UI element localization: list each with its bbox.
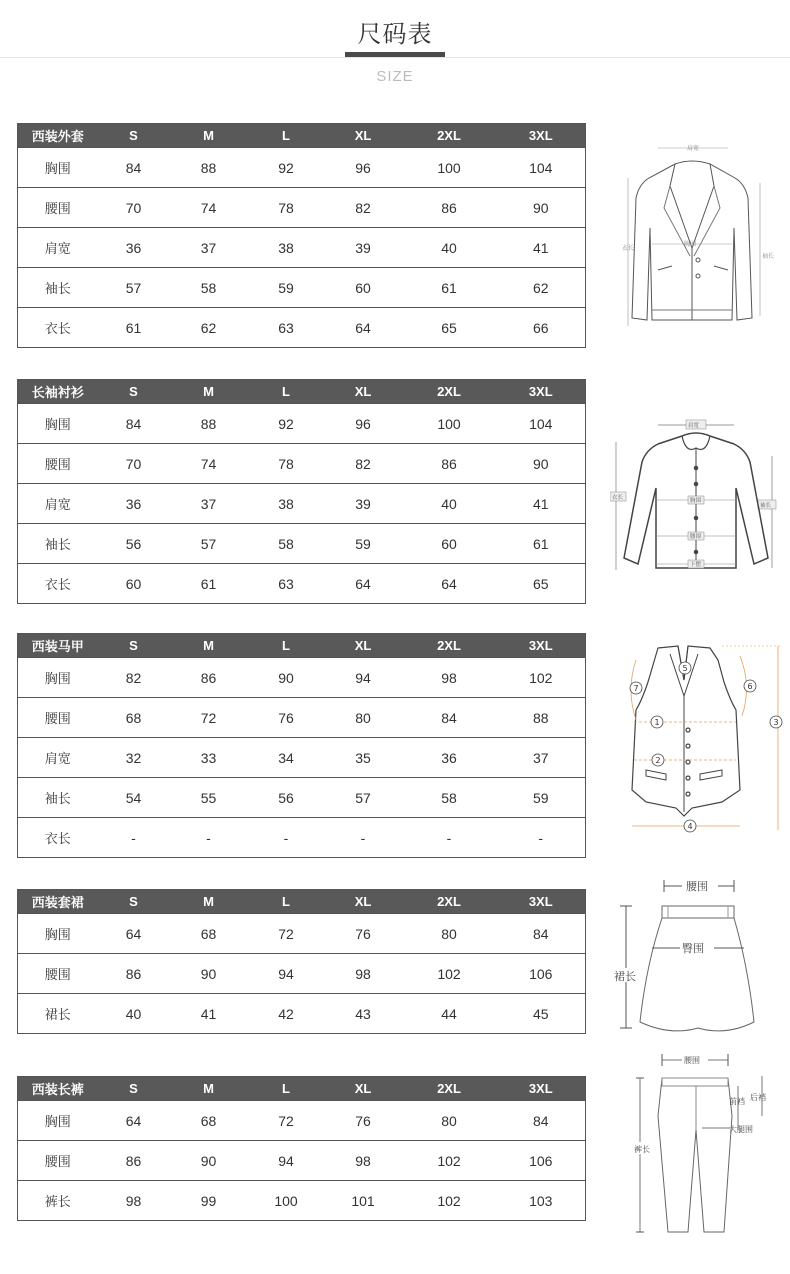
- table-row: [18, 954, 586, 994]
- table-name: 西装马甲: [18, 634, 98, 658]
- cell-value: 34: [248, 738, 325, 778]
- size-table-vest: [17, 633, 586, 858]
- size-header: XL: [325, 124, 402, 148]
- cell-value: 65: [497, 564, 586, 604]
- cell-value: 64: [98, 1101, 170, 1141]
- jacket-label-chest: 胸围: [684, 241, 697, 248]
- size-header: 2XL: [402, 1077, 497, 1101]
- vest-illustration: [622, 640, 790, 845]
- cell-value: 55: [170, 778, 248, 818]
- cell-value: 57: [325, 778, 402, 818]
- cell-value: 106: [497, 954, 586, 994]
- vest-marker-5: 5: [682, 664, 688, 673]
- cell-value: 64: [325, 564, 402, 604]
- table-row: [18, 268, 586, 308]
- size-header: M: [170, 634, 248, 658]
- cell-value: 92: [248, 404, 325, 444]
- cell-value: 56: [98, 524, 170, 564]
- cell-value: 92: [248, 148, 325, 188]
- cell-value: 84: [98, 148, 170, 188]
- cell-value: 94: [248, 954, 325, 994]
- size-header: XL: [325, 634, 402, 658]
- cell-value: 82: [325, 188, 402, 228]
- cell-value: 63: [248, 564, 325, 604]
- cell-value: 63: [248, 308, 325, 348]
- table-name: 西装套裙: [18, 890, 98, 914]
- table-row: [18, 524, 586, 564]
- cell-value: 61: [98, 308, 170, 348]
- size-header: L: [248, 1077, 325, 1101]
- cell-value: 37: [497, 738, 586, 778]
- cell-value: 78: [248, 188, 325, 228]
- cell-value: 80: [402, 1101, 497, 1141]
- cell-value: 62: [497, 268, 586, 308]
- table-row: [18, 188, 586, 228]
- size-header: 2XL: [402, 124, 497, 148]
- cell-value: 98: [325, 954, 402, 994]
- size-header: XL: [325, 890, 402, 914]
- table-row: [18, 778, 586, 818]
- cell-value: 86: [402, 188, 497, 228]
- skirt-illustration: [610, 876, 760, 1036]
- size-header: S: [98, 1077, 170, 1101]
- cell-value: 84: [497, 1101, 586, 1141]
- cell-value: 96: [325, 148, 402, 188]
- cell-value: 36: [98, 484, 170, 524]
- cell-value: -: [170, 818, 248, 858]
- shirt-label-chest: 胸围: [690, 498, 702, 504]
- pants-label-length: 裤长: [634, 1145, 650, 1154]
- table-header-row: [18, 124, 586, 148]
- cell-value: 40: [402, 484, 497, 524]
- table-row: [18, 994, 586, 1034]
- table-row: [18, 444, 586, 484]
- cell-value: 102: [402, 954, 497, 994]
- size-header: 3XL: [497, 1077, 586, 1101]
- size-header: 3XL: [497, 124, 586, 148]
- cell-value: -: [325, 818, 402, 858]
- cell-value: 90: [170, 954, 248, 994]
- size-header: M: [170, 124, 248, 148]
- cell-value: 70: [98, 188, 170, 228]
- table-row: [18, 404, 586, 444]
- skirt-label-length: 裙长: [614, 970, 636, 983]
- vest-marker-6: 6: [747, 682, 753, 691]
- cell-value: 88: [497, 698, 586, 738]
- cell-value: 76: [248, 698, 325, 738]
- cell-value: 57: [98, 268, 170, 308]
- row-label: 袖长: [18, 268, 98, 308]
- cell-value: 57: [170, 524, 248, 564]
- row-label: 腰围: [18, 444, 98, 484]
- cell-value: 82: [98, 658, 170, 698]
- cell-value: 58: [170, 268, 248, 308]
- row-label: 胸围: [18, 658, 98, 698]
- table-name: 长袖衬衫: [18, 380, 98, 404]
- cell-value: -: [402, 818, 497, 858]
- cell-value: 76: [325, 1101, 402, 1141]
- row-label: 裤长: [18, 1181, 98, 1221]
- cell-value: 40: [98, 994, 170, 1034]
- cell-value: 59: [325, 524, 402, 564]
- cell-value: 96: [325, 404, 402, 444]
- size-header: S: [98, 380, 170, 404]
- cell-value: 65: [402, 308, 497, 348]
- cell-value: 80: [325, 698, 402, 738]
- cell-value: 68: [170, 1101, 248, 1141]
- cell-value: 41: [497, 228, 586, 268]
- size-header: XL: [325, 1077, 402, 1101]
- row-label: 肩宽: [18, 738, 98, 778]
- pants-label-front-rise: 前裆: [729, 1097, 745, 1106]
- size-header: S: [98, 890, 170, 914]
- cell-value: 106: [497, 1141, 586, 1181]
- row-label: 肩宽: [18, 484, 98, 524]
- cell-value: 70: [98, 444, 170, 484]
- cell-value: 37: [170, 484, 248, 524]
- table-row: [18, 564, 586, 604]
- size-header: XL: [325, 380, 402, 404]
- cell-value: 66: [497, 308, 586, 348]
- size-header: L: [248, 890, 325, 914]
- vest-marker-3: 3: [773, 718, 779, 727]
- cell-value: 90: [248, 658, 325, 698]
- cell-value: 60: [98, 564, 170, 604]
- cell-value: 62: [170, 308, 248, 348]
- cell-value: 60: [325, 268, 402, 308]
- cell-value: 98: [325, 1141, 402, 1181]
- size-header: S: [98, 634, 170, 658]
- cell-value: 98: [98, 1181, 170, 1221]
- cell-value: 60: [402, 524, 497, 564]
- cell-value: 82: [325, 444, 402, 484]
- table-row: [18, 914, 586, 954]
- cell-value: -: [497, 818, 586, 858]
- table-row: [18, 738, 586, 778]
- row-label: 衣长: [18, 308, 98, 348]
- row-label: 裙长: [18, 994, 98, 1034]
- vest-marker-1: 1: [654, 718, 660, 727]
- cell-value: 64: [325, 308, 402, 348]
- row-label: 肩宽: [18, 228, 98, 268]
- row-label: 胸围: [18, 914, 98, 954]
- shirt-label-hem: 下摆: [690, 562, 702, 568]
- cell-value: 84: [98, 404, 170, 444]
- cell-value: 99: [170, 1181, 248, 1221]
- row-label: 衣长: [18, 564, 98, 604]
- cell-value: 37: [170, 228, 248, 268]
- cell-value: 86: [98, 1141, 170, 1181]
- jacket-label-length: 衣长: [622, 245, 635, 252]
- cell-value: 61: [170, 564, 248, 604]
- table-header-row: [18, 634, 586, 658]
- cell-value: 90: [497, 444, 586, 484]
- cell-value: 38: [248, 484, 325, 524]
- cell-value: 90: [497, 188, 586, 228]
- cell-value: 102: [497, 658, 586, 698]
- jacket-label-shoulder: 肩宽: [687, 145, 700, 152]
- cell-value: 64: [402, 564, 497, 604]
- cell-value: 39: [325, 484, 402, 524]
- vest-marker-7: 7: [633, 684, 639, 693]
- size-header: 3XL: [497, 634, 586, 658]
- cell-value: 86: [98, 954, 170, 994]
- cell-value: 58: [402, 778, 497, 818]
- shirt-label-shoulder: 肩宽: [688, 423, 700, 429]
- cell-value: 36: [98, 228, 170, 268]
- row-label: 腰围: [18, 698, 98, 738]
- cell-value: 88: [170, 148, 248, 188]
- pants-illustration: [628, 1050, 778, 1240]
- shirt-label-waist: 腰围: [690, 534, 702, 540]
- cell-value: 72: [248, 1101, 325, 1141]
- size-header: L: [248, 634, 325, 658]
- cell-value: 56: [248, 778, 325, 818]
- size-header: M: [170, 890, 248, 914]
- pants-label-thigh: 大腿围: [729, 1125, 753, 1134]
- cell-value: 61: [497, 524, 586, 564]
- size-header: 2XL: [402, 890, 497, 914]
- cell-value: 36: [402, 738, 497, 778]
- cell-value: 78: [248, 444, 325, 484]
- cell-value: 33: [170, 738, 248, 778]
- table-row: [18, 658, 586, 698]
- size-header: S: [98, 124, 170, 148]
- shirt-label-sleeve: 袖长: [760, 503, 772, 509]
- size-header: L: [248, 380, 325, 404]
- cell-value: 41: [497, 484, 586, 524]
- pants-label-back-rise: 后裆: [750, 1093, 766, 1102]
- cell-value: 84: [497, 914, 586, 954]
- cell-value: 44: [402, 994, 497, 1034]
- cell-value: 94: [248, 1141, 325, 1181]
- row-label: 胸围: [18, 148, 98, 188]
- title-divider: [0, 57, 790, 58]
- vest-marker-2: 2: [655, 756, 661, 765]
- cell-value: 74: [170, 444, 248, 484]
- cell-value: 40: [402, 228, 497, 268]
- cell-value: 68: [170, 914, 248, 954]
- cell-value: 101: [325, 1181, 402, 1221]
- cell-value: 103: [497, 1181, 586, 1221]
- table-name: 西装长裤: [18, 1077, 98, 1101]
- cell-value: 68: [98, 698, 170, 738]
- row-label: 胸围: [18, 1101, 98, 1141]
- cell-value: 43: [325, 994, 402, 1034]
- size-table-jacket: [17, 123, 586, 348]
- cell-value: 64: [98, 914, 170, 954]
- jacket-illustration: [610, 138, 775, 330]
- row-label: 衣长: [18, 818, 98, 858]
- table-row: [18, 484, 586, 524]
- cell-value: 72: [170, 698, 248, 738]
- cell-value: 104: [497, 148, 586, 188]
- table-row: [18, 698, 586, 738]
- cell-value: 100: [248, 1181, 325, 1221]
- cell-value: 58: [248, 524, 325, 564]
- table-header-row: [18, 380, 586, 404]
- cell-value: 61: [402, 268, 497, 308]
- cell-value: 102: [402, 1181, 497, 1221]
- cell-value: 42: [248, 994, 325, 1034]
- cell-value: 88: [170, 404, 248, 444]
- cell-value: 90: [170, 1141, 248, 1181]
- cell-value: 100: [402, 404, 497, 444]
- skirt-label-waist: 腰围: [686, 880, 708, 893]
- row-label: 腰围: [18, 188, 98, 228]
- page-title: 尺码表: [357, 20, 433, 48]
- size-header: 3XL: [497, 890, 586, 914]
- cell-value: 86: [402, 444, 497, 484]
- row-label: 袖长: [18, 778, 98, 818]
- cell-value: 72: [248, 914, 325, 954]
- cell-value: -: [98, 818, 170, 858]
- table-row: [18, 818, 586, 858]
- size-header: M: [170, 1077, 248, 1101]
- row-label: 腰围: [18, 1141, 98, 1181]
- table-row: [18, 1101, 586, 1141]
- cell-value: 74: [170, 188, 248, 228]
- cell-value: 76: [325, 914, 402, 954]
- table-name: 西装外套: [18, 124, 98, 148]
- row-label: 胸围: [18, 404, 98, 444]
- cell-value: 100: [402, 148, 497, 188]
- table-header-row: [18, 1077, 586, 1101]
- page-subtitle: SIZE: [376, 68, 414, 85]
- cell-value: 84: [402, 698, 497, 738]
- skirt-label-hip: 臀围: [682, 942, 704, 955]
- cell-value: 86: [170, 658, 248, 698]
- cell-value: 59: [497, 778, 586, 818]
- size-header: 2XL: [402, 380, 497, 404]
- cell-value: 104: [497, 404, 586, 444]
- cell-value: 54: [98, 778, 170, 818]
- cell-value: 32: [98, 738, 170, 778]
- cell-value: 59: [248, 268, 325, 308]
- jacket-label-sleeve: 袖长: [762, 253, 775, 260]
- cell-value: -: [248, 818, 325, 858]
- table-header-row: [18, 890, 586, 914]
- table-row: [18, 228, 586, 268]
- shirt-label-length: 衣长: [612, 495, 624, 501]
- cell-value: 41: [170, 994, 248, 1034]
- row-label: 袖长: [18, 524, 98, 564]
- shirt-illustration: [610, 418, 780, 576]
- cell-value: 80: [402, 914, 497, 954]
- size-table-pants: [17, 1076, 586, 1221]
- cell-value: 38: [248, 228, 325, 268]
- vest-marker-4: 4: [687, 822, 693, 831]
- size-header: L: [248, 124, 325, 148]
- table-row: [18, 308, 586, 348]
- row-label: 腰围: [18, 954, 98, 994]
- cell-value: 45: [497, 994, 586, 1034]
- cell-value: 35: [325, 738, 402, 778]
- size-header: 2XL: [402, 634, 497, 658]
- table-row: [18, 1181, 586, 1221]
- cell-value: 98: [402, 658, 497, 698]
- cell-value: 102: [402, 1141, 497, 1181]
- size-header: M: [170, 380, 248, 404]
- size-table-shirt: [17, 379, 586, 604]
- table-row: [18, 1141, 586, 1181]
- cell-value: 39: [325, 228, 402, 268]
- size-header: 3XL: [497, 380, 586, 404]
- size-table-skirt: [17, 889, 586, 1034]
- pants-label-waist: 腰围: [684, 1056, 700, 1065]
- cell-value: 94: [325, 658, 402, 698]
- table-row: [18, 148, 586, 188]
